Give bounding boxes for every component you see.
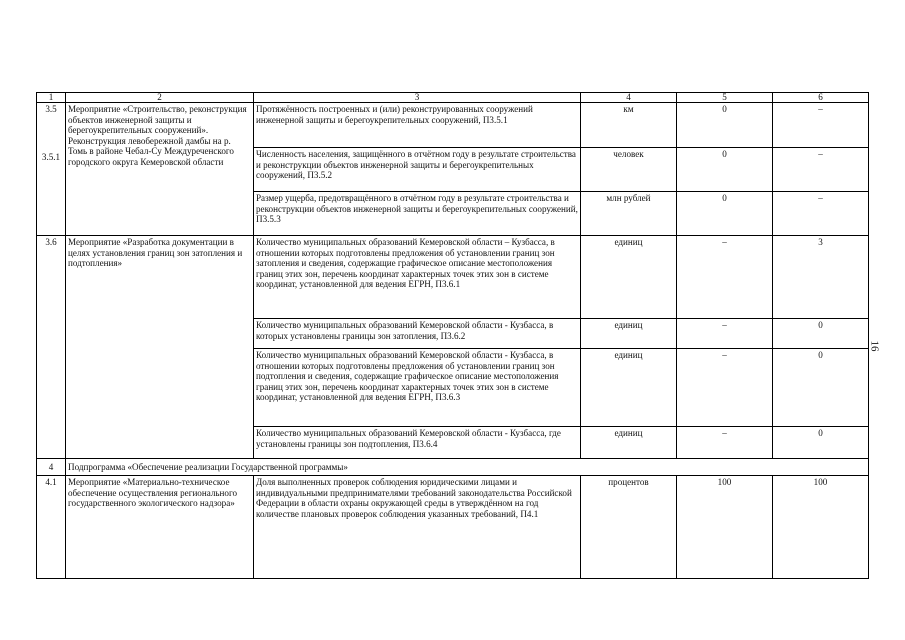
value-col5: – <box>677 236 773 319</box>
value-col5: 0 <box>677 148 773 192</box>
table-row <box>37 236 869 319</box>
value-col5: 0 <box>677 103 773 148</box>
unit-cell: единиц <box>581 319 677 349</box>
row-number <box>37 103 66 236</box>
column-header: 1 <box>37 93 66 103</box>
unit-cell: млн рублей <box>581 192 677 236</box>
row-number: 3.6 <box>37 236 66 459</box>
indicator-text: Численность населения, защищённого в отчётном году в результате строительства и реконструкции объектов инженерной защиты и берегоукрепительных сооружений, П3.5.2 <box>254 148 581 192</box>
indicator-text: Доля выполненных проверок соблюдения юридическими лицами и индивидуальными предпринимателями требований законодательства Российской Федерации в области охраны окружающей среды в утверждённом на год количестве плановых проверок соблюдения указанных требований, П4.1 <box>254 476 581 579</box>
indicator-text: Протяжённость построенных и (или) реконструированных сооружений инженерной защиты и берегоукрепительных сооружений, П3.5.1 <box>254 103 581 148</box>
value-col5: 0 <box>677 192 773 236</box>
unit-cell: единиц <box>581 349 677 427</box>
indicator-text: Количество муниципальных образований Кемеровской области - Кузбасса, в отношении которых подготовлены предложения об установлении границ зон подтопления и сведения, содержащие графическое описание местоположения границ этих зон, перечень координат характерных точек этих зон в системе координат, установленной для ведения ЕГРН, П3.6.3 <box>254 349 581 427</box>
value-col6: 0 <box>773 349 869 427</box>
table-row <box>37 476 869 579</box>
page-number: 16 <box>868 340 881 352</box>
value-col5: 100 <box>677 476 773 579</box>
value-col5: – <box>677 319 773 349</box>
measure-cell <box>66 103 254 236</box>
indicator-text: Количество муниципальных образований Кемеровской области – Кузбасса, в отношении которых подготовлены предложения об установлении границ зон затопления и сведения, содержащие графическое описание местоположения границ этих зон, перечень координат характерных точек этих зон в системе координат, установленной для ведения ЕГРН, П3.6.1 <box>254 236 581 319</box>
header-row <box>37 93 869 103</box>
subprogram-title: Подпрограмма «Обеспечение реализации Государственной программы» <box>66 459 869 476</box>
column-header: 5 <box>677 93 773 103</box>
unit-cell: единиц <box>581 427 677 459</box>
measure-subtext: Реконструкция левобережной дамбы на р. Томь в районе Чебал-Су Междуреченского городского округа Кемеровской области <box>68 135 234 167</box>
value-col5: – <box>677 349 773 427</box>
row-number-text: 3.5 <box>45 104 57 114</box>
row-number: 4 <box>37 459 66 476</box>
value-col6: – <box>773 192 869 236</box>
row-subnumber-text: 3.5.1 <box>41 151 61 162</box>
measure-cell: Мероприятие «Материально-техническое обеспечение осуществления регионального государственного экологического надзора» <box>66 476 254 579</box>
column-header: 4 <box>581 93 677 103</box>
unit-cell: единиц <box>581 236 677 319</box>
value-col6: – <box>773 103 869 148</box>
indicator-text: Количество муниципальных образований Кемеровской области - Кузбасса, где установлены границы зон подтопления, П3.6.4 <box>254 427 581 459</box>
value-col6: 0 <box>773 427 869 459</box>
indicators-table <box>36 92 869 579</box>
table-row <box>37 103 869 148</box>
value-col6: 3 <box>773 236 869 319</box>
column-header: 2 <box>66 93 254 103</box>
value-col6: – <box>773 148 869 192</box>
unit-cell: человек <box>581 148 677 192</box>
column-header: 6 <box>773 93 869 103</box>
measure-text: Мероприятие «Строительство, реконструкция объектов инженерной защиты и берегоукрепительных сооружений». <box>68 104 247 135</box>
value-col5: – <box>677 427 773 459</box>
measure-cell: Мероприятие «Разработка документации в целях установления границ зон затопления и подтопления» <box>66 236 254 459</box>
indicator-text: Количество муниципальных образований Кемеровской области - Кузбасса, в которых установлены границы зон затопления, П3.6.2 <box>254 319 581 349</box>
column-header: 3 <box>254 93 581 103</box>
unit-cell: км <box>581 103 677 148</box>
value-col6: 100 <box>773 476 869 579</box>
unit-cell: процентов <box>581 476 677 579</box>
indicator-text: Размер ущерба, предотвращённого в отчётном году в результате строительства и реконструкции объектов инженерной защиты и берегоукрепительных сооружений, П3.5.3 <box>254 192 581 236</box>
row-number: 4.1 <box>37 476 66 579</box>
value-col6: 0 <box>773 319 869 349</box>
subprogram-row <box>37 459 869 476</box>
